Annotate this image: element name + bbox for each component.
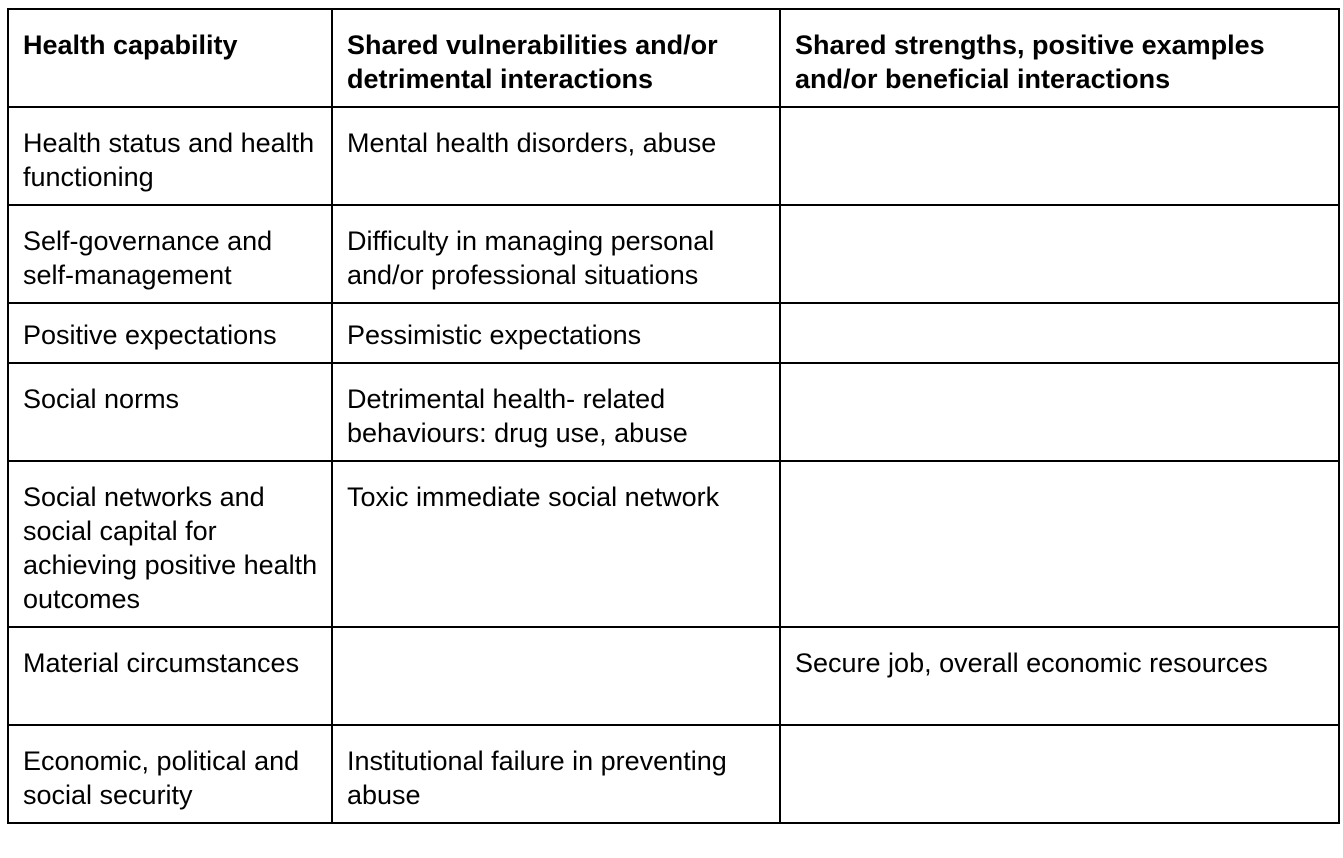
- cell-capability: Positive expectations: [8, 303, 332, 363]
- header-shared-strengths: Shared strengths, positive examples and/or beneficial interactions: [780, 9, 1339, 107]
- cell-strengths: Secure job, overall economic resources: [780, 627, 1339, 725]
- health-capabilities-table: [7, 8, 1340, 824]
- cell-vulnerabilities: Difficulty in managing personal and/or professional situations: [332, 205, 780, 303]
- table-header-row: [8, 9, 1339, 107]
- cell-capability: Health status and health functioning: [8, 107, 332, 205]
- cell-strengths: [780, 303, 1339, 363]
- cell-capability: Social networks and social capital for achieving positive health outcomes: [8, 461, 332, 627]
- cell-capability: Social norms: [8, 363, 332, 461]
- table-row: [8, 461, 1339, 627]
- cell-capability: Self-governance and self-management: [8, 205, 332, 303]
- cell-capability: Economic, political and social security: [8, 725, 332, 823]
- cell-strengths: [780, 363, 1339, 461]
- table-row: [8, 205, 1339, 303]
- table-row: [8, 303, 1339, 363]
- cell-strengths: [780, 107, 1339, 205]
- table-row: [8, 107, 1339, 205]
- cell-strengths: [780, 725, 1339, 823]
- cell-strengths: [780, 205, 1339, 303]
- cell-vulnerabilities: Toxic immediate social network: [332, 461, 780, 627]
- table-row: [8, 725, 1339, 823]
- header-shared-vulnerabilities: Shared vulnerabilities and/or detrimental interactions: [332, 9, 780, 107]
- cell-vulnerabilities: [332, 627, 780, 725]
- cell-vulnerabilities: Detrimental health- related behaviours: drug use, abuse: [332, 363, 780, 461]
- capabilities-table-container: [7, 8, 1340, 824]
- cell-vulnerabilities: Institutional failure in preventing abuse: [332, 725, 780, 823]
- table-row: [8, 627, 1339, 725]
- cell-strengths: [780, 461, 1339, 627]
- cell-vulnerabilities: Pessimistic expectations: [332, 303, 780, 363]
- cell-capability: Material circumstances: [8, 627, 332, 725]
- header-health-capability: Health capability: [8, 9, 332, 107]
- cell-vulnerabilities: Mental health disorders, abuse: [332, 107, 780, 205]
- table-row: [8, 363, 1339, 461]
